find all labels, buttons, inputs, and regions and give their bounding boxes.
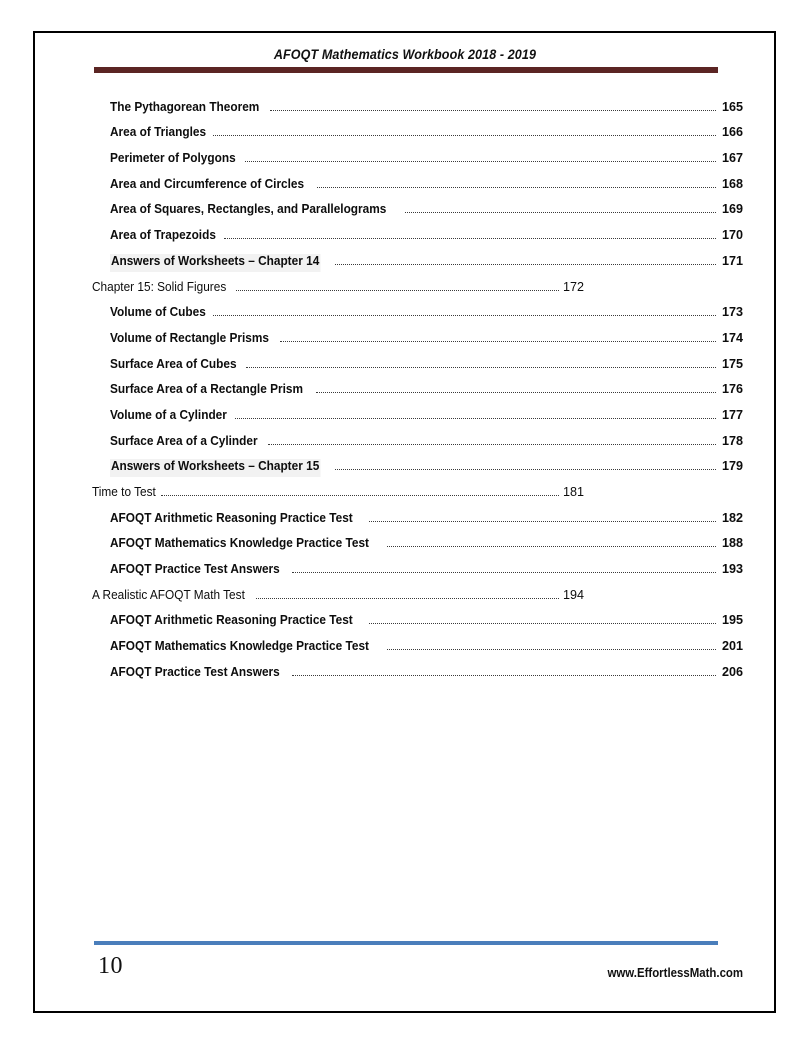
toc-entry[interactable]: [35, 375, 774, 401]
page-footer: [35, 947, 774, 991]
toc-entry[interactable]: [35, 272, 774, 298]
toc-entry[interactable]: [35, 195, 774, 221]
toc-entry-label: Perimeter of Polygons: [110, 151, 236, 166]
toc-dot-leader: [270, 110, 716, 111]
toc-dot-leader: [292, 675, 716, 676]
toc-entry-label: Answers of Worksheets – Chapter 14: [110, 254, 320, 272]
toc-entry-label: AFOQT Mathematics Knowledge Practice Test: [110, 536, 369, 551]
toc-entry-page-number: 166: [721, 125, 743, 140]
document-page: [33, 31, 776, 1013]
toc-entry-page-number: 165: [721, 99, 743, 114]
toc-entry[interactable]: [35, 400, 774, 426]
toc-dot-leader: [387, 649, 717, 650]
toc-dot-leader: [268, 444, 716, 445]
toc-dot-leader: [335, 264, 716, 265]
toc-entry[interactable]: [35, 631, 774, 657]
footer-website-link[interactable]: www.EffortlessMath.com: [607, 965, 743, 980]
toc-entry-label: Area of Trapezoids: [110, 228, 216, 243]
toc-entry[interactable]: [35, 246, 774, 272]
toc-entry-label: Answers of Worksheets – Chapter 15: [110, 459, 320, 477]
toc-entry[interactable]: [35, 452, 774, 478]
toc-dot-leader: [245, 161, 716, 162]
toc-entry-label: Area of Triangles: [110, 125, 207, 140]
toc-entry-page-number: 172: [562, 279, 584, 294]
toc-entry-page-number: 178: [721, 433, 743, 448]
running-header-title: AFOQT Mathematics Workbook 2018 - 2019: [273, 47, 536, 62]
toc-dot-leader: [316, 392, 716, 393]
toc-entry-page-number: 177: [721, 407, 743, 422]
toc-entry[interactable]: [35, 169, 774, 195]
toc-entry-page-number: 170: [721, 228, 743, 243]
table-of-contents: [35, 92, 774, 683]
toc-dot-leader: [387, 546, 717, 547]
toc-entry-label: AFOQT Practice Test Answers: [110, 664, 280, 679]
toc-entry-page-number: 176: [721, 382, 743, 397]
footer-page-number: 10: [98, 953, 123, 979]
toc-dot-leader: [213, 135, 716, 136]
toc-entry-page-number: 167: [721, 151, 743, 166]
toc-entry-page-number: 194: [562, 587, 584, 602]
toc-dot-leader: [369, 623, 716, 624]
toc-entry-page-number: 206: [721, 664, 743, 679]
toc-entry-page-number: 175: [721, 356, 743, 371]
toc-entry[interactable]: [35, 503, 774, 529]
toc-entry-label: Volume of a Cylinder: [110, 407, 227, 422]
toc-entry[interactable]: [35, 606, 774, 632]
toc-entry[interactable]: [35, 118, 774, 144]
toc-dot-leader: [236, 290, 559, 291]
toc-entry-page-number: 193: [721, 562, 743, 577]
toc-entry-label: AFOQT Practice Test Answers: [110, 562, 280, 577]
toc-entry-page-number: 174: [721, 330, 743, 345]
toc-entry-label: AFOQT Arithmetic Reasoning Practice Test: [110, 613, 353, 628]
toc-entry[interactable]: [35, 143, 774, 169]
header-divider-rule: [94, 67, 718, 73]
toc-entry-label: Surface Area of a Cylinder: [110, 433, 258, 448]
running-header: [35, 46, 774, 64]
toc-entry-page-number: 173: [721, 305, 743, 320]
toc-entry-page-number: 168: [721, 176, 743, 191]
toc-entry-label: Area and Circumference of Circles: [110, 176, 305, 191]
toc-entry-label: Volume of Rectangle Prisms: [110, 330, 269, 345]
toc-entry-label: A Realistic AFOQT Math Test: [92, 587, 245, 602]
toc-entry-page-number: 182: [721, 510, 743, 525]
toc-entry[interactable]: [35, 92, 774, 118]
toc-entry-page-number: 181: [562, 485, 584, 499]
footer-divider-rule: [94, 941, 718, 945]
toc-entry-label: Surface Area of a Rectangle Prism: [110, 382, 303, 397]
toc-entry-label: Chapter 15: Solid Figures: [92, 279, 227, 294]
toc-dot-leader: [280, 341, 716, 342]
toc-entry-page-number: 188: [721, 536, 743, 551]
toc-entry[interactable]: [35, 298, 774, 324]
toc-dot-leader: [405, 212, 716, 213]
toc-entry-page-number: 195: [721, 613, 743, 628]
toc-entry-label: Time to Test: [92, 485, 156, 499]
toc-entry[interactable]: [35, 349, 774, 375]
toc-dot-leader: [317, 187, 716, 188]
toc-entry-label: Volume of Cubes: [110, 305, 206, 320]
toc-entry[interactable]: [35, 580, 774, 606]
toc-dot-leader: [224, 238, 716, 239]
toc-entry-page-number: 169: [721, 202, 743, 217]
toc-dot-leader: [235, 418, 716, 419]
toc-entry-page-number: 171: [721, 253, 743, 268]
toc-entry[interactable]: [35, 323, 774, 349]
toc-entry-label: AFOQT Mathematics Knowledge Practice Test: [110, 639, 369, 654]
toc-dot-leader: [335, 469, 716, 470]
toc-entry[interactable]: [35, 220, 774, 246]
toc-entry[interactable]: [35, 477, 774, 503]
toc-entry-label: The Pythagorean Theorem: [110, 99, 260, 114]
toc-dot-leader: [292, 572, 716, 573]
toc-entry-page-number: 179: [721, 459, 743, 474]
toc-dot-leader: [161, 495, 559, 496]
toc-dot-leader: [369, 521, 716, 522]
toc-dot-leader: [213, 315, 716, 316]
toc-entry-label: Surface Area of Cubes: [110, 356, 237, 371]
toc-entry-page-number: 201: [721, 639, 743, 654]
toc-dot-leader: [246, 367, 716, 368]
toc-entry-label: AFOQT Arithmetic Reasoning Practice Test: [110, 510, 353, 525]
toc-dot-leader: [256, 598, 559, 599]
toc-entry-label: Area of Squares, Rectangles, and Parallelograms: [110, 202, 387, 217]
toc-entry[interactable]: [35, 554, 774, 580]
toc-entry[interactable]: [35, 529, 774, 555]
toc-entry[interactable]: [35, 657, 774, 683]
toc-entry[interactable]: [35, 426, 774, 452]
